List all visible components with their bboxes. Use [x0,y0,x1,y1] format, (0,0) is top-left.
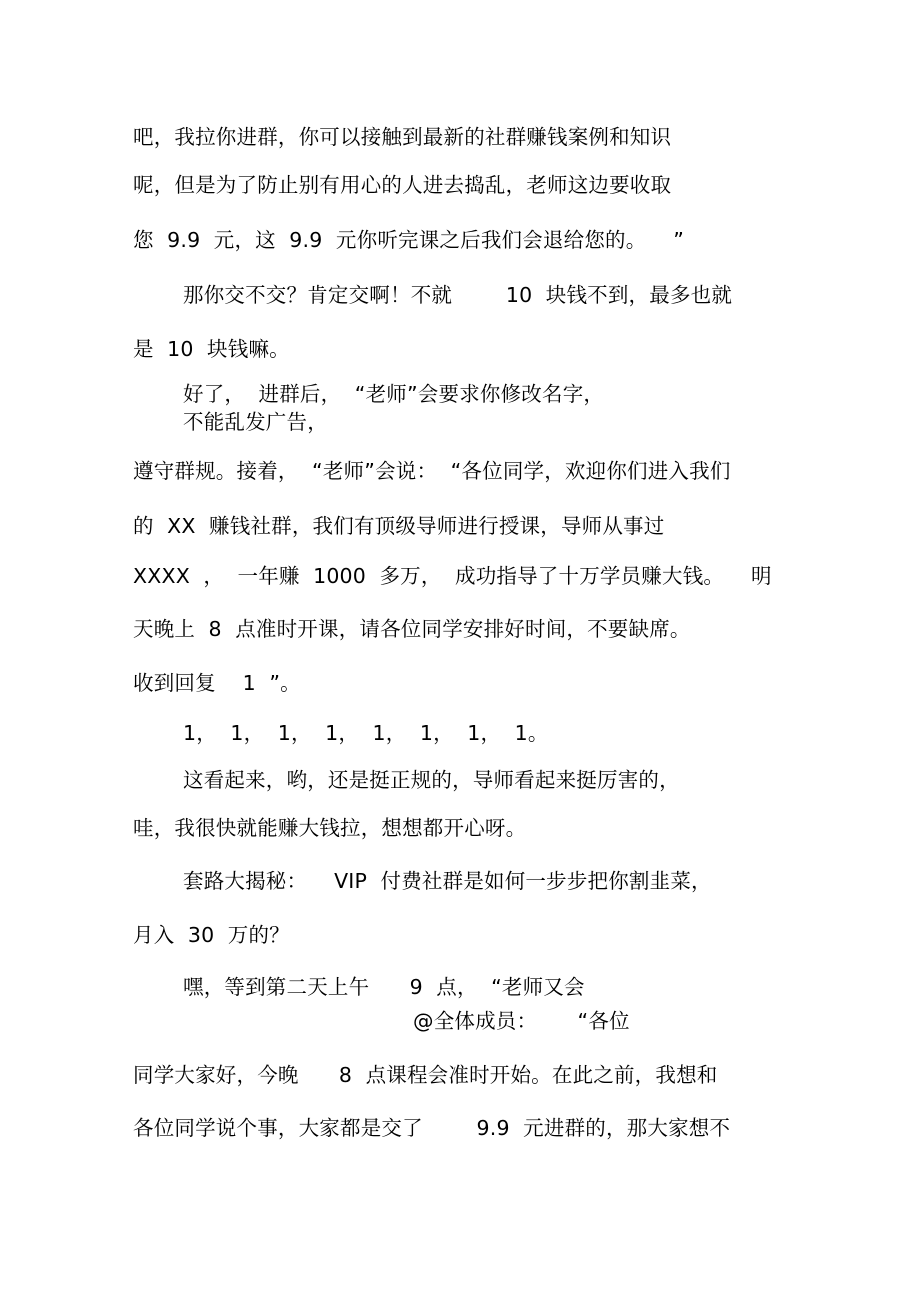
text-line: 不能乱发广告， [183,410,328,434]
text-line: 那你交不交？肯定交啊！不就 10 块钱不到，最多也就 [183,283,733,307]
text-line: 您 9.9 元，这 9.9 元你听完课之后我们会退给您的。 ” [133,228,685,252]
text-line: 同学大家好，今晚 8 点课程会准时开始。在此之前，我想和 [133,1063,718,1087]
text-line: 这看起来，哟，还是挺正规的，导师看起来挺厉害的， [183,768,680,792]
text-line: 呢，但是为了防止别有用心的人进去捣乱，老师这边要收取 [133,173,672,197]
text-line: 天晚上 8 点准时开课，请各位同学安排好时间，不要缺席。 [133,617,691,641]
text-line: 1， 1， 1， 1， 1， 1， 1， 1。 [183,721,549,745]
text-line: 各位同学说个事，大家都是交了 9.9 元进群的，那大家想不 [133,1116,731,1140]
text-line: 嘿，等到第二天上午 9 点， “老师又会 [183,975,585,999]
text-line: 哇，我很快就能赚大钱拉，想想都开心呀。 [133,816,527,840]
text-line: 吧，我拉你进群，你可以接触到最新的社群赚钱案例和知识 [133,125,672,149]
text-line: XXXX ， 一年赚 1000 多万， 成功指导了十万学员赚大钱。 明 [133,564,772,588]
text-line: 好了， 进群后， “老师”会要求你修改名字， [183,382,605,406]
text-line: 的 XX 赚钱社群，我们有顶级导师进行授课，导师从事过 [133,514,665,538]
text-line: 套路大揭秘： VIP 付费社群是如何一步步把你割韭菜， [183,869,712,893]
text-line: 收到回复 1 ”。 [133,671,301,695]
text-line: @全体成员： “各位 [413,1009,630,1033]
text-line: 月入 30 万的？ [133,923,290,947]
text-line: 遵守群规。接着， “老师”会说： “各位同学，欢迎你们进入我们 [133,459,731,483]
text-line: 是 10 块钱嘛。 [133,337,290,361]
